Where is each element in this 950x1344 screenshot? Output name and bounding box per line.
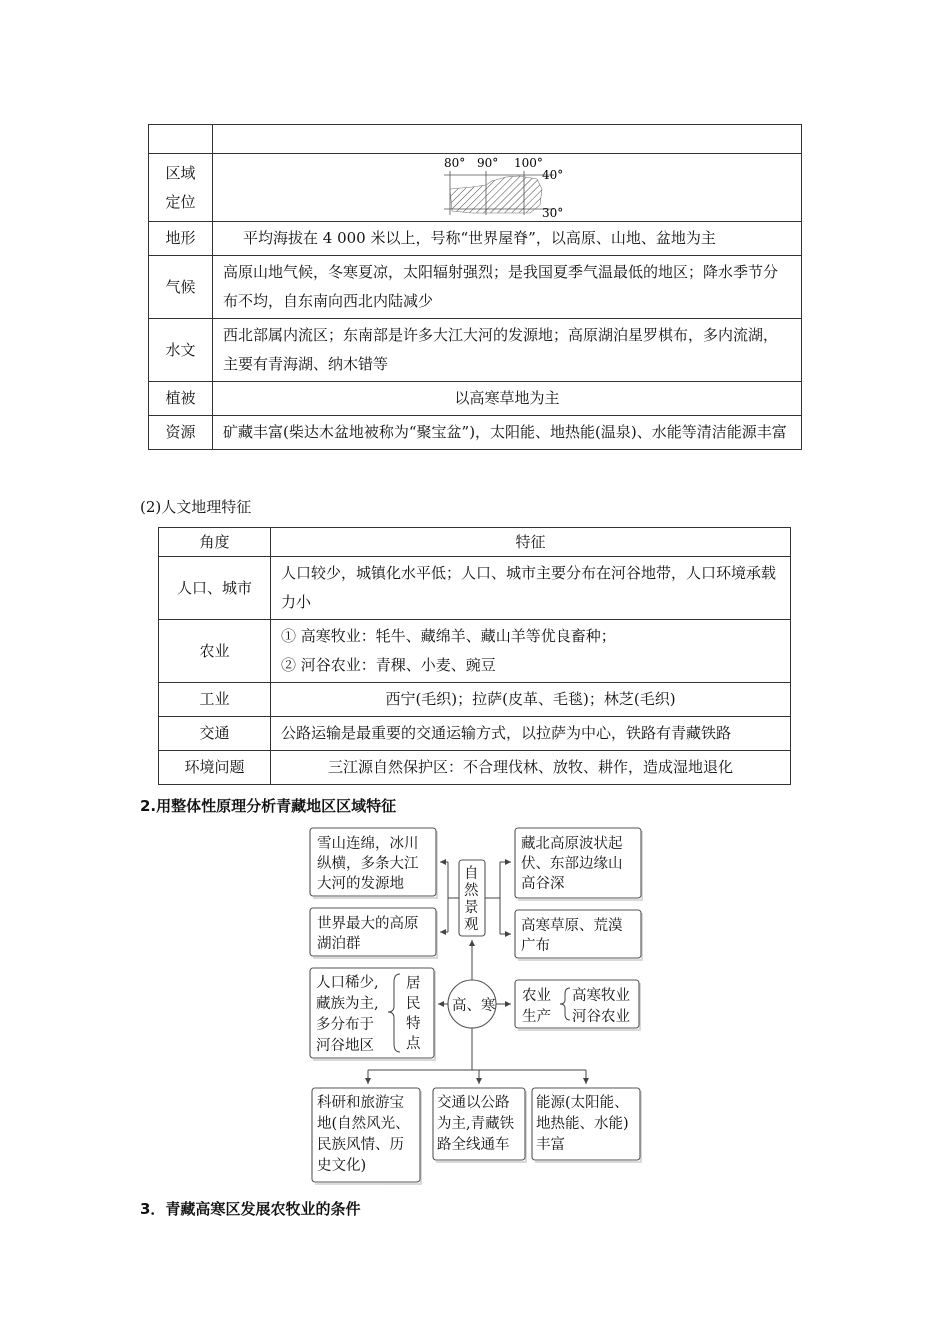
table-row: [149, 256, 802, 319]
table-row: [149, 222, 802, 256]
lon-label: 90°: [477, 155, 499, 170]
row-text: 人口较少，城镇化水平低；人口、城市主要分布在河谷地带，人口环境承载力小: [271, 557, 791, 620]
box-text: 纵横，多条大江: [317, 856, 419, 872]
section-title-human-geography: (2)人文地理特征: [140, 498, 252, 516]
center-label: 高、寒: [452, 998, 496, 1014]
agri-label: 农业: [522, 988, 551, 1004]
box-text: 世界最大的高原: [317, 916, 419, 932]
row-angle: 工业: [159, 683, 271, 717]
table-row: [149, 154, 802, 222]
row-angle: 交通: [159, 717, 271, 751]
table-header-row: [159, 528, 791, 557]
lat-label: 30°: [542, 205, 564, 220]
natural-geography-table: [148, 124, 802, 450]
box-text: 高谷深: [521, 876, 565, 892]
table-row: [149, 416, 802, 450]
residents-text: 藏族为主,: [316, 996, 379, 1012]
residents-label: 民: [406, 996, 421, 1012]
agri-item: 河谷农业: [572, 1009, 630, 1025]
row-head: 水文: [149, 319, 213, 382]
row-text: 西宁(毛织)；拉萨(皮革、毛毯)；林芝(毛织): [271, 683, 791, 717]
section-title-agriculture-conditions: 3．青藏高寒区发展农牧业的条件: [140, 1200, 361, 1218]
table-row: [149, 125, 802, 154]
box-text: 伏、东部边缘山: [521, 856, 623, 872]
section-title-integrity: 2.用整体性原理分析青藏地区区域特征: [140, 797, 397, 815]
location-map: [442, 155, 572, 221]
table-row: [159, 557, 791, 620]
table-row: [159, 717, 791, 751]
row-head: 资源: [149, 416, 213, 450]
row-head-location: 区域 定位: [149, 154, 213, 222]
natural-label: 景: [464, 900, 479, 916]
residents-label: 居: [406, 976, 421, 992]
row-text: 三江源自然保护区：不合理伐林、放牧、耕作，造成湿地退化: [271, 751, 791, 785]
box-text: 科研和旅游宝: [317, 1095, 404, 1111]
row-head: [149, 125, 213, 154]
box-text: 能源(太阳能、: [536, 1095, 629, 1111]
box-text: 地(自然风光、: [317, 1116, 410, 1132]
row-angle: 人口、城市: [159, 557, 271, 620]
row-head: 气候: [149, 256, 213, 319]
row-head: 地形: [149, 222, 213, 256]
row-text: 矿藏丰富(柴达木盆地被称为“聚宝盆”)，太阳能、地热能(温泉)、水能等清洁能源丰富: [213, 416, 802, 450]
natural-label: 观: [464, 917, 479, 933]
box-text: 地热能、水能): [536, 1116, 629, 1132]
lat-label: 40°: [542, 167, 564, 182]
box-text: 为主,青藏铁: [437, 1116, 515, 1132]
residents-label: 点: [406, 1036, 421, 1052]
box-text: 史文化): [317, 1158, 367, 1174]
row-head: 植被: [149, 382, 213, 416]
row-text: 西北部属内流区；东南部是许多大江大河的发源地；高原湖泊星罗棋布，多内流湖，主要有青海湖、纳木错等: [213, 319, 802, 382]
row-text: 公路运输是最重要的交通运输方式，以拉萨为中心，铁路有青藏铁路: [271, 717, 791, 751]
column-header: 角度: [159, 528, 271, 557]
box-text: 民族风情、历: [317, 1137, 404, 1153]
box-text: 雪山连绵，冰川: [317, 836, 419, 852]
agri-item: 高寒牧业: [572, 988, 630, 1004]
row-text: [213, 125, 802, 154]
box-text: 交通以公路: [437, 1095, 510, 1111]
box-text: 大河的发源地: [317, 876, 404, 892]
region-hatch: [450, 176, 542, 213]
row-text: 高原山地气候，冬寒夏凉，太阳辐射强烈；是我国夏季气温最低的地区；降水季节分布不均，自东南向西北内陆减少: [213, 256, 802, 319]
row-text: 以高寒草地为主: [213, 382, 802, 416]
integrity-diagram: [300, 822, 650, 1188]
natural-label: 自: [464, 866, 479, 882]
box-text: 路全线通车: [437, 1137, 510, 1153]
row-angle: 农业: [159, 620, 271, 683]
residents-label: 特: [406, 1016, 421, 1032]
row-text-agriculture: ① 高寒牧业：牦牛、藏绵羊、藏山羊等优良畜种； ② 河谷农业：青稞、小麦、豌豆: [271, 620, 791, 683]
natural-label: 然: [464, 883, 479, 899]
box-text: 高寒草原、荒漠: [521, 918, 623, 934]
table-row: [159, 751, 791, 785]
table-row: [159, 620, 791, 683]
box-text: 藏北高原波状起: [521, 836, 623, 852]
residents-text: 河谷地区: [316, 1038, 374, 1054]
box-text: 丰富: [536, 1137, 565, 1153]
location-map-cell: [213, 154, 802, 222]
row-angle: 环境问题: [159, 751, 271, 785]
residents-text: 人口稀少,: [316, 975, 379, 991]
table-row: [149, 382, 802, 416]
human-geography-table: [158, 527, 791, 785]
box-text: 广布: [521, 938, 550, 954]
table-row: [149, 319, 802, 382]
box-text: 湖泊群: [317, 936, 361, 952]
lon-label: 100°: [514, 155, 543, 170]
agri-label: 生产: [522, 1009, 551, 1025]
column-header: 特征: [271, 528, 791, 557]
row-text: 平均海拔在 4 000 米以上，号称“世界屋脊”，以高原、山地、盆地为主: [213, 222, 802, 256]
table-row: [159, 683, 791, 717]
residents-text: 多分布于: [316, 1017, 374, 1033]
lon-label: 80°: [444, 155, 466, 170]
